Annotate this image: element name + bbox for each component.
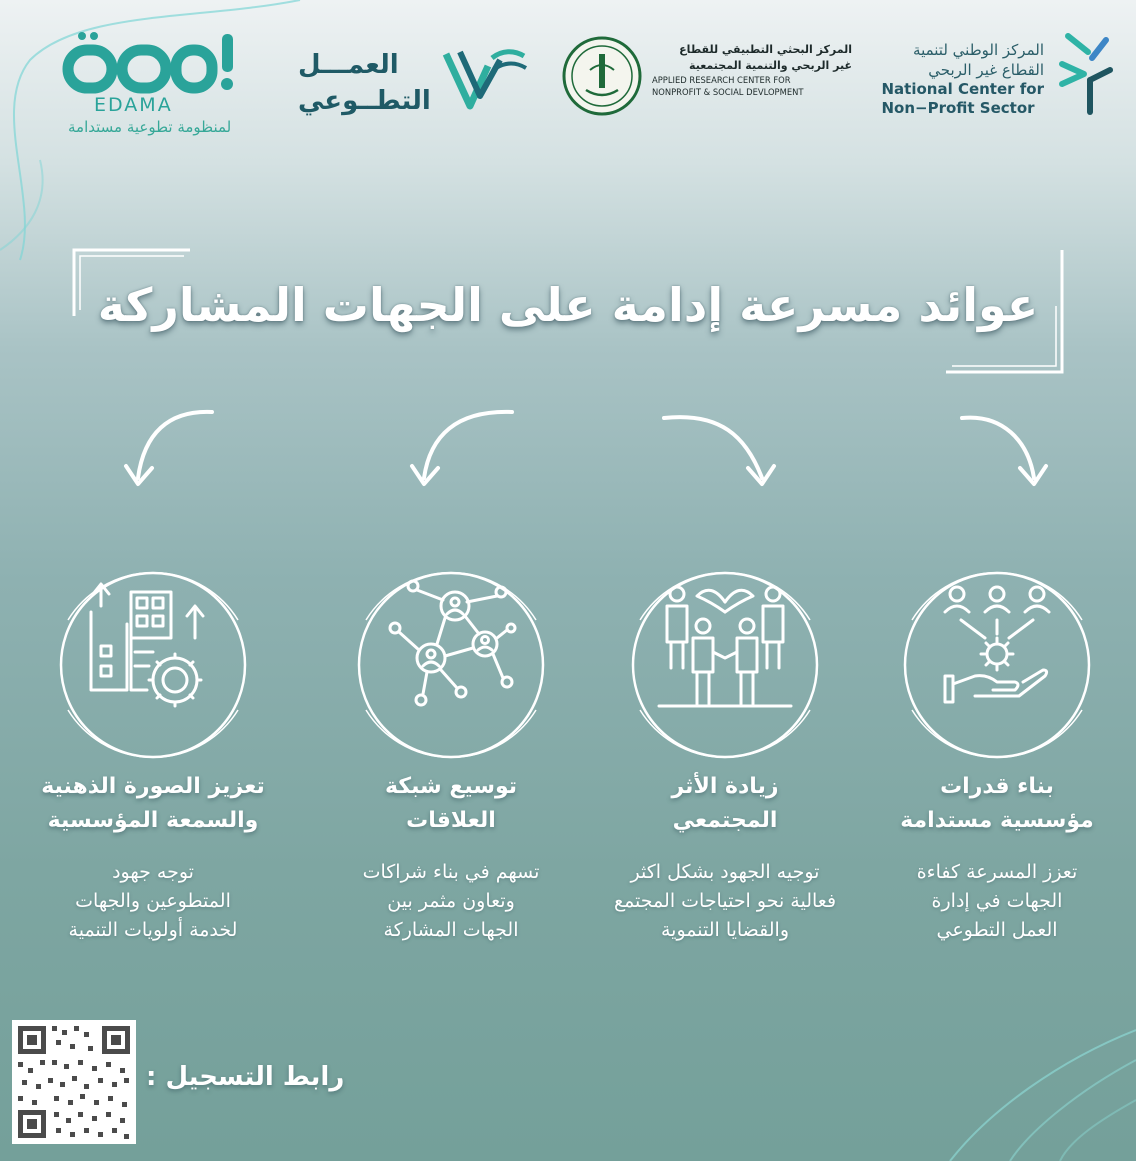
benefit-description [18, 858, 288, 945]
benefit-column-impact [590, 400, 860, 960]
registration-link-label: رابط التسجيل : [146, 1062, 345, 1092]
benefit-description-line: تسهم في بناء شراكات [362, 861, 540, 883]
page-title: عوائد مسرعة إدامة على الجهات المشاركة [97, 278, 1039, 332]
benefit-heading [862, 770, 1132, 838]
benefit-description [862, 858, 1132, 945]
arc-english-line1: APPLIED RESEARCH CENTER FOR [652, 75, 791, 85]
arc-arabic-line1: المركز البحثي التطبيقي للقطاع [679, 43, 852, 56]
benefit-description-line: المتطوعين والجهات [75, 890, 231, 912]
benefit-heading-line: المجتمعي [672, 808, 778, 833]
benefit-description [316, 858, 586, 945]
benefit-column-capacity [862, 400, 1132, 960]
curved-arrow-icon [650, 400, 800, 500]
curved-arrow-icon [78, 400, 228, 500]
edama-wordmark-icon [60, 28, 240, 102]
benefit-heading [316, 770, 586, 838]
benefit-heading-line: تعزيز الصورة الذهنية [41, 774, 265, 799]
benefit-description-line: الجهات المشاركة [383, 919, 519, 941]
benefit-heading-line: مؤسسية مستدامة [900, 808, 1094, 833]
arc-arabic-line2: غير الربحي والتنمية المجتمعية [689, 59, 852, 72]
benefit-description-line: الجهات في إدارة [931, 890, 1063, 912]
benefit-heading-line: والسمعة المؤسسية [47, 808, 259, 833]
benefit-heading-line: العلاقات [406, 808, 496, 833]
volunteer-logo-line1: العمـــل [298, 50, 399, 80]
curved-arrow-icon [376, 400, 526, 500]
ncnp-logo [866, 22, 1116, 122]
volunteer-ribbon-icon [440, 40, 530, 120]
benefit-heading-line: توسيع شبكة [384, 774, 518, 799]
edama-english: EDAMA [94, 94, 173, 116]
benefit-description-line: لخدمة أولويات التنمية [68, 919, 238, 941]
arc-english-line2: NONPROFIT & SOCIAL DEVLOPMENT [652, 87, 804, 97]
registration-qr-code[interactable] [12, 1020, 136, 1144]
benefit-description-line: وتعاون مثمر بين [387, 890, 515, 912]
benefit-description-line: توجه جهود [112, 861, 194, 883]
benefit-column-reputation [18, 400, 288, 960]
benefit-description-line: توجيه الجهود بشكل اكثر [630, 861, 820, 883]
edama-logo [60, 28, 260, 138]
benefit-description-line: والقضايا التنموية [660, 919, 790, 941]
arc-logo [560, 30, 850, 122]
benefit-heading-line: زيادة الأثر [671, 774, 779, 799]
ncnp-english-line2: Non−Profit Sector [881, 99, 1035, 117]
buildings-gear-icon [83, 572, 223, 712]
benefit-column-network [316, 400, 586, 960]
benefit-description-line: فعالية نحو احتياجات المجتمع [613, 890, 837, 912]
volunteer-logo-line2: التطــوعي [298, 86, 431, 116]
university-seal-icon [560, 30, 644, 122]
benefit-heading-line: بناء قدرات [940, 774, 1054, 799]
ncnp-arabic-line2: القطاع غير الربحي [928, 61, 1044, 79]
hand-gear-people-icon [927, 572, 1067, 712]
benefit-heading [590, 770, 860, 838]
curved-arrow-icon [922, 400, 1072, 500]
benefit-description-line: تعزز المسرعة كفاءة [916, 861, 1078, 883]
ncnp-mark-icon [1056, 22, 1116, 122]
ncnp-arabic-line1: المركز الوطني لتنمية [913, 41, 1044, 59]
ncnp-english-line1: National Center for [881, 80, 1044, 98]
network-people-icon [381, 572, 521, 712]
benefit-heading [18, 770, 288, 838]
benefit-description [590, 858, 860, 945]
volunteer-work-logo [290, 40, 530, 120]
benefit-description-line: العمل التطوعي [936, 919, 1058, 941]
community-handshake-icon [655, 572, 795, 712]
edama-tagline: لمنظومة تطوعية مستدامة [68, 118, 232, 136]
